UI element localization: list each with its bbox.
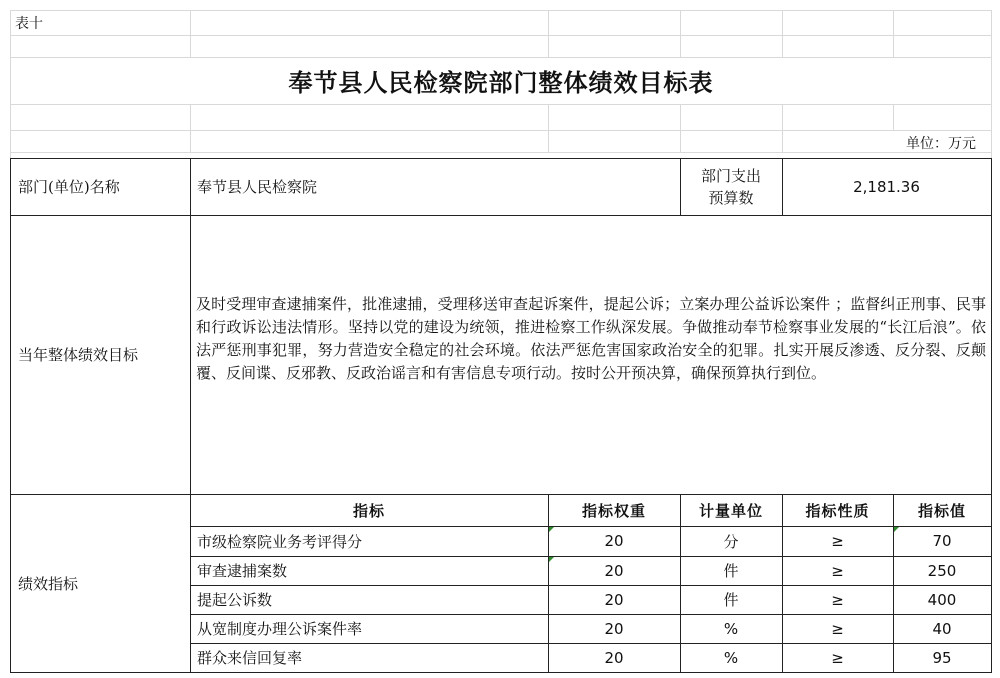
indicator-nature: ≥ [831, 648, 844, 667]
budget-label-line2: 预算数 [708, 188, 754, 207]
grid-line [10, 104, 992, 105]
grid-line [893, 104, 894, 130]
indicator-value: 250 [927, 561, 957, 580]
grid-line [782, 104, 783, 152]
sheet-label: 表十 [15, 16, 43, 32]
grid-line [680, 10, 681, 57]
indicators-label: 绩效指标 [18, 574, 79, 593]
indicator-name: 审查逮捕案数 [197, 562, 288, 580]
grid-line [10, 35, 992, 36]
indicator-nature: ≥ [831, 532, 844, 550]
budget-label-line1: 部门支出 [700, 166, 761, 185]
indicator-name: 提起公诉数 [197, 591, 273, 609]
header-unit: 计量单位 [698, 501, 763, 520]
grid-line [10, 152, 992, 153]
page-title: 奉节县人民检察院部门整体绩效目标表 [288, 68, 714, 97]
dept-name-label: 部门(单位)名称 [18, 178, 120, 196]
indicator-weight: 20 [604, 590, 624, 609]
indicator-name: 从宽制度办理公诉案件率 [197, 620, 363, 638]
indicator-value: 400 [927, 590, 957, 609]
indicator-unit: 件 [723, 562, 739, 580]
table-border [10, 158, 11, 672]
grid-line [782, 10, 783, 57]
annual-goal-label: 当年整体绩效目标 [18, 346, 139, 364]
indicator-value: 40 [932, 619, 952, 638]
table-border [10, 672, 992, 673]
grid-line [190, 10, 191, 57]
indicator-unit: 分 [723, 532, 739, 551]
grid-line [548, 10, 549, 57]
indicator-unit: % [723, 619, 739, 638]
grid-line [10, 130, 992, 131]
indicator-weight: 20 [604, 619, 624, 638]
unit-note: 单位：万元 [906, 136, 976, 152]
indicator-name: 市级检察院业务考评得分 [197, 532, 363, 551]
indicator-nature: ≥ [831, 561, 844, 580]
indicator-name: 群众来信回复率 [197, 649, 303, 667]
budget-value: 2,181.36 [853, 177, 920, 196]
budget-label [680, 158, 782, 215]
header-weight: 指标权重 [581, 501, 646, 520]
indicator-weight: 20 [604, 561, 624, 580]
indicator-nature: ≥ [831, 590, 844, 609]
grid-line [190, 104, 191, 152]
indicator-unit: 件 [723, 591, 739, 609]
header-nature: 指标性质 [805, 501, 870, 520]
indicator-unit: % [723, 648, 739, 667]
header-value: 指标值 [917, 501, 966, 520]
indicator-nature: ≥ [831, 619, 844, 638]
indicator-value: 70 [932, 532, 952, 550]
indicator-value: 95 [932, 648, 952, 667]
indicator-weight: 20 [604, 532, 624, 550]
indicator-weight: 20 [604, 648, 624, 667]
grid-line [10, 10, 992, 11]
header-indicator: 指标 [352, 501, 385, 520]
grid-line [548, 104, 549, 152]
grid-line [893, 10, 894, 57]
annual-goal-text: 及时受理审查逮捕案件，批准逮捕，受理移送审查起诉案件，提起公诉；立案办理公益诉讼案件 ；监督纠正刑事、民事和行政诉讼违法情形。坚持以党的建设为统领，推进检察工作纵深发展。争做推动奉节检察事业发展的“长江后浪”。依法严惩刑事犯罪，努力营造安全稳定的社会环境。依法严惩危害国家政治安全的犯罪。扎实开展反渗透、反分裂、反颠覆、反间谍、反邪教、反政治谣言和有害信息专项行动。按时公开预决算，确保预算执行到位。 [196, 295, 986, 382]
table-border [190, 158, 191, 672]
grid-line [680, 104, 681, 152]
dept-name-value: 奉节县人民检察院 [197, 178, 318, 196]
table-border [991, 158, 992, 672]
